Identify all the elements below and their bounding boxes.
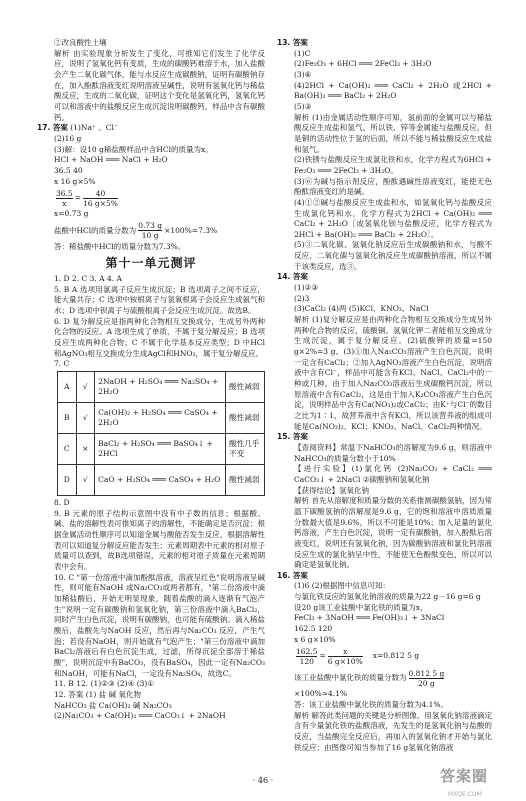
reaction-equation: CaO + H₂SO₄ ═══ CaSO₄ + H₂O	[95, 465, 226, 496]
q13-line: (5)③二氧化碳、氢氧化钠反应后生成碳酸钠和水，与酸不反应，二氧化碳与氢氧化钠反应生成碳酸钠溶液，所以不属于该类反应，选③。	[294, 240, 492, 271]
q15-line: 【获得结论】氢氧化钠	[294, 485, 369, 495]
q16-line: 与氯化铁反应的氢氧化钠溶液的质量为22 g－16 g=6 g	[294, 592, 481, 602]
q17-answer: 答：稀盐酸中HCl的质量分数为7.3%。	[54, 241, 186, 251]
mc-block	[37, 274, 265, 370]
q17-block	[37, 123, 265, 252]
reaction-equation: BaCl₂ + H₂SO₄ ═══ BaSO₄↓ + 2HCl	[95, 434, 226, 465]
answer-line: 12. 答案 (1) 盐 碱 氧化物	[54, 689, 141, 699]
paragraph: ②改良酸性土壤	[54, 38, 107, 47]
q13-line: (4)2HCl + Ca(OH)₂ ═══ CaCl₂ + 2H₂O 或2HCl + Ba(OH)₂ ═══ BaCl₂ + 2H₂O	[294, 80, 492, 101]
q15-block	[277, 443, 492, 571]
q17-equation: HCl + NaOH ═══ NaCl + H₂O	[54, 155, 168, 165]
q13-line: (3)⑥	[294, 69, 312, 79]
answer-line: 7. C	[54, 359, 70, 369]
q16-after	[277, 689, 492, 753]
reaction-equation: Ca(OH)₂ + H₂SO₄ ═══ CaSO₄ + 2H₂O	[95, 403, 226, 434]
q16-after-line: 答：该工业盐酸中氯化铁的质量分数为4.1%。	[294, 700, 449, 710]
watermark-url: MXQE.COM	[448, 791, 482, 798]
q17-line: (1)Na⁺ 、Cl⁻	[70, 123, 118, 133]
q13-line: (3)⑥为碱与指示剂反应，酚酞遇碱性溶液变红，能使无色酚酞溶液变红的是碱。	[294, 176, 492, 197]
q16-label: 16. 答案	[277, 570, 308, 580]
fraction-denominator: 6 g×10%	[327, 656, 363, 666]
row-label: A	[58, 372, 77, 403]
q16-result: x=0.812 5 g	[372, 651, 420, 661]
q17-line: (3)解：设10 g稀盐酸样品中含HCl的质量为x。	[54, 144, 213, 154]
q16-line: x 6 g×10%	[294, 634, 336, 644]
left-column	[37, 38, 265, 722]
reaction-table	[57, 371, 265, 496]
q13-line: 解析 (1)由金属活动性顺序可知，氢前面的金属可以与稀盐酸反应生成盐和氢气，所以铁、锌等金属能与盐酸反应，但是铜的活动性位于氢的后面，所以不能与稀盐酸反应生成盐和氢气。	[294, 112, 492, 154]
q17-line: (2)16 g	[54, 133, 82, 143]
q16-tail-text	[37, 38, 265, 123]
q13-line: (1)C	[294, 48, 311, 58]
watermark-logo: 答案圈	[440, 767, 489, 785]
q17-ratio: 36.5 40	[54, 165, 83, 175]
answer-line: 1. D 2. C 3. A 4. A	[54, 274, 122, 284]
q14-line: 解析 (1)复分解反应是由两种化合物相互交换成分生成另外两种化合物的反应，硫酸铜、氢氧化钾二者能相互交换成分生成沉淀，属于复分解反应。(2)硫酸钾的质量=150 g×2%=3 g。(3)①加入Na₂CO₃溶液产生白色沉淀，说明一定含有CaCl₂；②加入AgNO₃溶液产生白色沉淀，说明溶液中含有Cl⁻，样品中可能含有KCl、NaCl、CaCl₂中的一种或几种。由于加入Na₂CO₃溶液后生成碳酸钙沉淀，所以原溶液中含有CaCl₂，这是由于加入K₂CO₃溶液产生白色沉淀，说明样品中含有Ca(NO₃)₂或CaCl₂；由K⁺与Cl⁻的数目之比为1∶1，故营养液中含有KCl，所以该营养液的组成可能是Ca(NO₃)₂、KCl；KNO₃、NaCl、CaCl₂两种情况。	[294, 315, 492, 431]
table-row	[58, 434, 265, 465]
percent-text: ×100%=7.3%	[164, 225, 218, 235]
row-label: C	[58, 434, 77, 465]
right-column	[277, 38, 492, 753]
q17-proportion: $\frac{36.5}{x}$ = $\frac{40}{16 g\times 5\%}$	[56, 188, 118, 208]
fraction-denominator: 16 g×5%	[83, 198, 118, 208]
acidity-remark: 酸性减弱	[226, 372, 265, 403]
fraction-numerator: 162.5	[296, 646, 318, 656]
answer-line: (2)Na₂CO₃ + Ca(OH)₂ ═══ CaCO₃↓ + 2NaOH	[54, 711, 226, 721]
q14-line: (2)3	[294, 293, 310, 303]
q16-line: (1)6 (2)根据图中信息可知：	[294, 581, 390, 591]
percent-text: 该工业盐酸中氯化铁的质量分数为	[294, 673, 407, 683]
q17-label: 17. 答案	[37, 123, 68, 133]
answer-line: 11. B 12. (1)②③ (2)④ (3)①	[54, 679, 155, 689]
answer-line: 5. B A 选项用氯离子反应生成沉淀；B 选项离子之间不反应，能大量共存；C 选项中铵根离子与氢氧根离子会反应生成氨气和水；D 选项中钡离子与硫酸根离子会反应生成沉淀。故选B。	[54, 284, 265, 316]
q14-block	[277, 283, 492, 432]
table-row	[58, 403, 265, 434]
acidity-remark: 酸性减弱	[226, 403, 265, 434]
q16-line: 162.5 120	[294, 624, 333, 634]
q16-proportion: $\frac{162.5}{120}$ = $\frac{x}{6 g\times 10\%}$ x=0.812 5 g	[296, 646, 420, 666]
q16-after-line: 解析 解答此类问题的关键是分析图像。用氢氧化钠溶液滴定含有少量氯化铁的盐酸溶液，先发生的是氢氧化钠与盐酸的反应，当盐酸完全反应后，再加入的氢氧化钠才开始与氯化铁反应；由图像可知当参加了16 g氢氧化钠溶液	[294, 710, 492, 752]
check-mark: √	[76, 403, 95, 434]
left-bottom-text	[37, 498, 265, 722]
row-label: B	[58, 403, 77, 434]
q16-after-line: ×100%≈4.1%	[294, 689, 348, 699]
fraction-denominator: x	[62, 198, 67, 208]
q13-line: (5)③	[294, 101, 312, 111]
page-number: · 46 ·	[252, 776, 274, 785]
q13-line: (2)铁锈与盐酸反应生成氯化铁和水，化学方程式为6HCl + Fe₂O₃ ═══ 2FeCl₃ + 3H₂O。	[294, 155, 492, 175]
paragraph: 解析 由实验现象分析发生了变化，可推知它们发生了化学反应，说明了氢氧化钙有变质，生成的碳酸钙难溶于水，加入盐酸会产生二氧化碳气体，能与水反应生成碳酸钠，证明有碳酸钠存在，加入酚酞溶液变红说明溶液呈碱性，说明有氢氧化钙与稀盐酸反应，生成的二氧化碳，证明这个变化是氢氧化钙，氢氧化钙可以和溶液中的盐酸反应生成沉淀说明碳酸钙，样品中含有碳酸钙。	[54, 48, 265, 122]
table-row	[58, 372, 265, 403]
acidity-remark: 酸性减弱	[226, 465, 265, 496]
q13-label: 13. 答案	[277, 38, 308, 47]
q16-line: 设20 g该工业盐酸中氯化铁的质量为x，	[294, 602, 428, 612]
answer-line: 8. D	[54, 498, 70, 508]
q16-line: FeCl₃ + 3NaOH ═══ Fe(OH)₃↓ + 3NaCl	[294, 613, 445, 623]
fraction-numerator: x	[328, 647, 363, 657]
section-title: 第十一单元测评	[105, 255, 197, 270]
q17-ratio: x 16 g×5%	[54, 176, 96, 186]
check-mark: √	[76, 465, 95, 496]
fraction-denominator: 10 g	[141, 231, 159, 241]
q15-line: 解析 首先从溶解度和质量分数的关系推测碳酸氢钠，因为常温下碳酸氢钠的溶解度是9.6 g，它的饱和溶液中溶质质量分数最大值是9.6%，所以不可能是10%；加入足量的氯化钙溶液，产生白色沉淀，说明一定有碳酸钠，加入酚酞后溶液变红，说明还有氢氧化钠，因为碳酸钠溶液和氯化钙溶液反应生成的氯化钠呈中性，不能使无色酚酞变色，所以可以确定是氢氧化钠。	[294, 496, 492, 570]
fraction-denominator: 120	[299, 656, 314, 666]
fraction-denominator: 20 g	[418, 678, 435, 688]
answer-line: NaHCO₃ 盐 Ca(OH)₂ 碱 Na₂CO₃	[54, 700, 172, 710]
check-mark: ×	[76, 434, 95, 465]
percent-text: 盐酸中HCl的质量分数为	[54, 225, 137, 235]
q14-label: 14. 答案	[277, 272, 308, 282]
q14-line: (3)CaCl₂ (4)两 (5)KCl、KNO₃、NaCl	[294, 304, 429, 314]
q13-block	[277, 49, 492, 273]
row-label: D	[58, 465, 77, 496]
q15-label: 15. 答案	[277, 432, 308, 442]
q14-line: (1)②③	[294, 283, 319, 293]
acidity-remark: 酸性几乎不变	[226, 434, 265, 465]
fraction-numerator: 36.5	[56, 188, 73, 198]
fraction-numerator: 0.812 5 g	[408, 668, 445, 678]
answer-line: 6. D 复分解反应是指两种化合物相互交换成分，生成另外两种化合物的反应。A 选项生成了单质，不属于复分解反应；B 选项反应生成两种化合物；C 不属于化学基本反应类型；D 中HCl 和AgNO₃相互交换成分生成AgCl和HNO₃，属于复分解反应。	[54, 316, 265, 358]
answer-line: 9. B 元素的原子结构示意图中没有中子数的信息；根据酸、碱、盐的溶解性表可推知离子的溶解性，不能确定是否沉淀；根据金属活动性顺序可以知道金属与酸能否发生反应，根据溶解性表可以知道复分解反应能否发生；元素周期表中元素的相对原子质量可以查到，故B选项错误，元素的相对原子质量在元素周期表中会有。	[54, 508, 265, 571]
q16-percent	[277, 667, 492, 689]
q13-line: (2)Fe₂O₃ + 6HCl ═══ 2FeCl₃ + 3H₂O	[294, 59, 432, 69]
check-mark: √	[76, 372, 95, 403]
answer-line: 10. C "第一份溶液中滴加酚酞溶液，溶液呈红色"说明溶液呈碱性，则可能有NaOH 或Na₂CO₃或两者都有，"第二份溶液中滴加稀盐酸后，开始无明显现象，随着盐酸的滴入逐渐有气泡产生"说明一定有碳酸钠和氢氧化钠，第三份溶液中滴入BaCl₂，同时产生白色沉淀，说明有碳酸钠，也可能有硫酸钠。滴入稀盐酸后，盐酸先与NaOH 反应，然后再与Na₂CO₃ 反应，产生气泡；若没有NaOH，则开始就有气泡产生；"第三份溶液中滴加BaCl₂溶液后有白色沉淀生成，过滤，所得沉淀全部溶于稀盐酸"，说明沉淀中有BaCO₃，没有BaSO₄，因此一定有Na₂CO₃和NaOH，可能有NaCl，一定没有Na₂SO₄，故选C。	[54, 572, 265, 678]
q13-line: (4)①②碱与盐酸反应生成盐和水，如氢氧化钙与盐酸反应生成氯化钙和水，化学方程式为2HCl + Ca(OH)₂ ═══ CaCl₂ + 2H₂O［或氢氧化钡与盐酸反应，化学方程式为2HCl + Ba(OH)₂ ═══ BaCl₂ + 2H₂O］。	[294, 197, 492, 239]
reaction-equation: 2NaOH + H₂SO₄ ═══ Na₂SO₄ + 2H₂O	[95, 372, 226, 403]
q15-line: 【查阅资料】常温下NaHCO₃的溶解度为9.6 g，则溶液中NaHCO₃的质量分数小于10%	[294, 442, 492, 463]
table-row	[58, 465, 265, 496]
fraction-numerator: 40	[83, 189, 118, 199]
q16-block	[277, 581, 492, 645]
q17-percent	[37, 220, 265, 242]
fraction-numerator: 0.73 g	[138, 221, 163, 231]
q17-result: x=0.73 g	[54, 209, 89, 219]
q15-line: 【进行实验】(1)氯化钙 (2)Na₂CO₃ + CaCl₂ ═══ CaCO₃↓ + 2NaCl ②碳酸钠和氢氧化钠	[294, 464, 492, 484]
